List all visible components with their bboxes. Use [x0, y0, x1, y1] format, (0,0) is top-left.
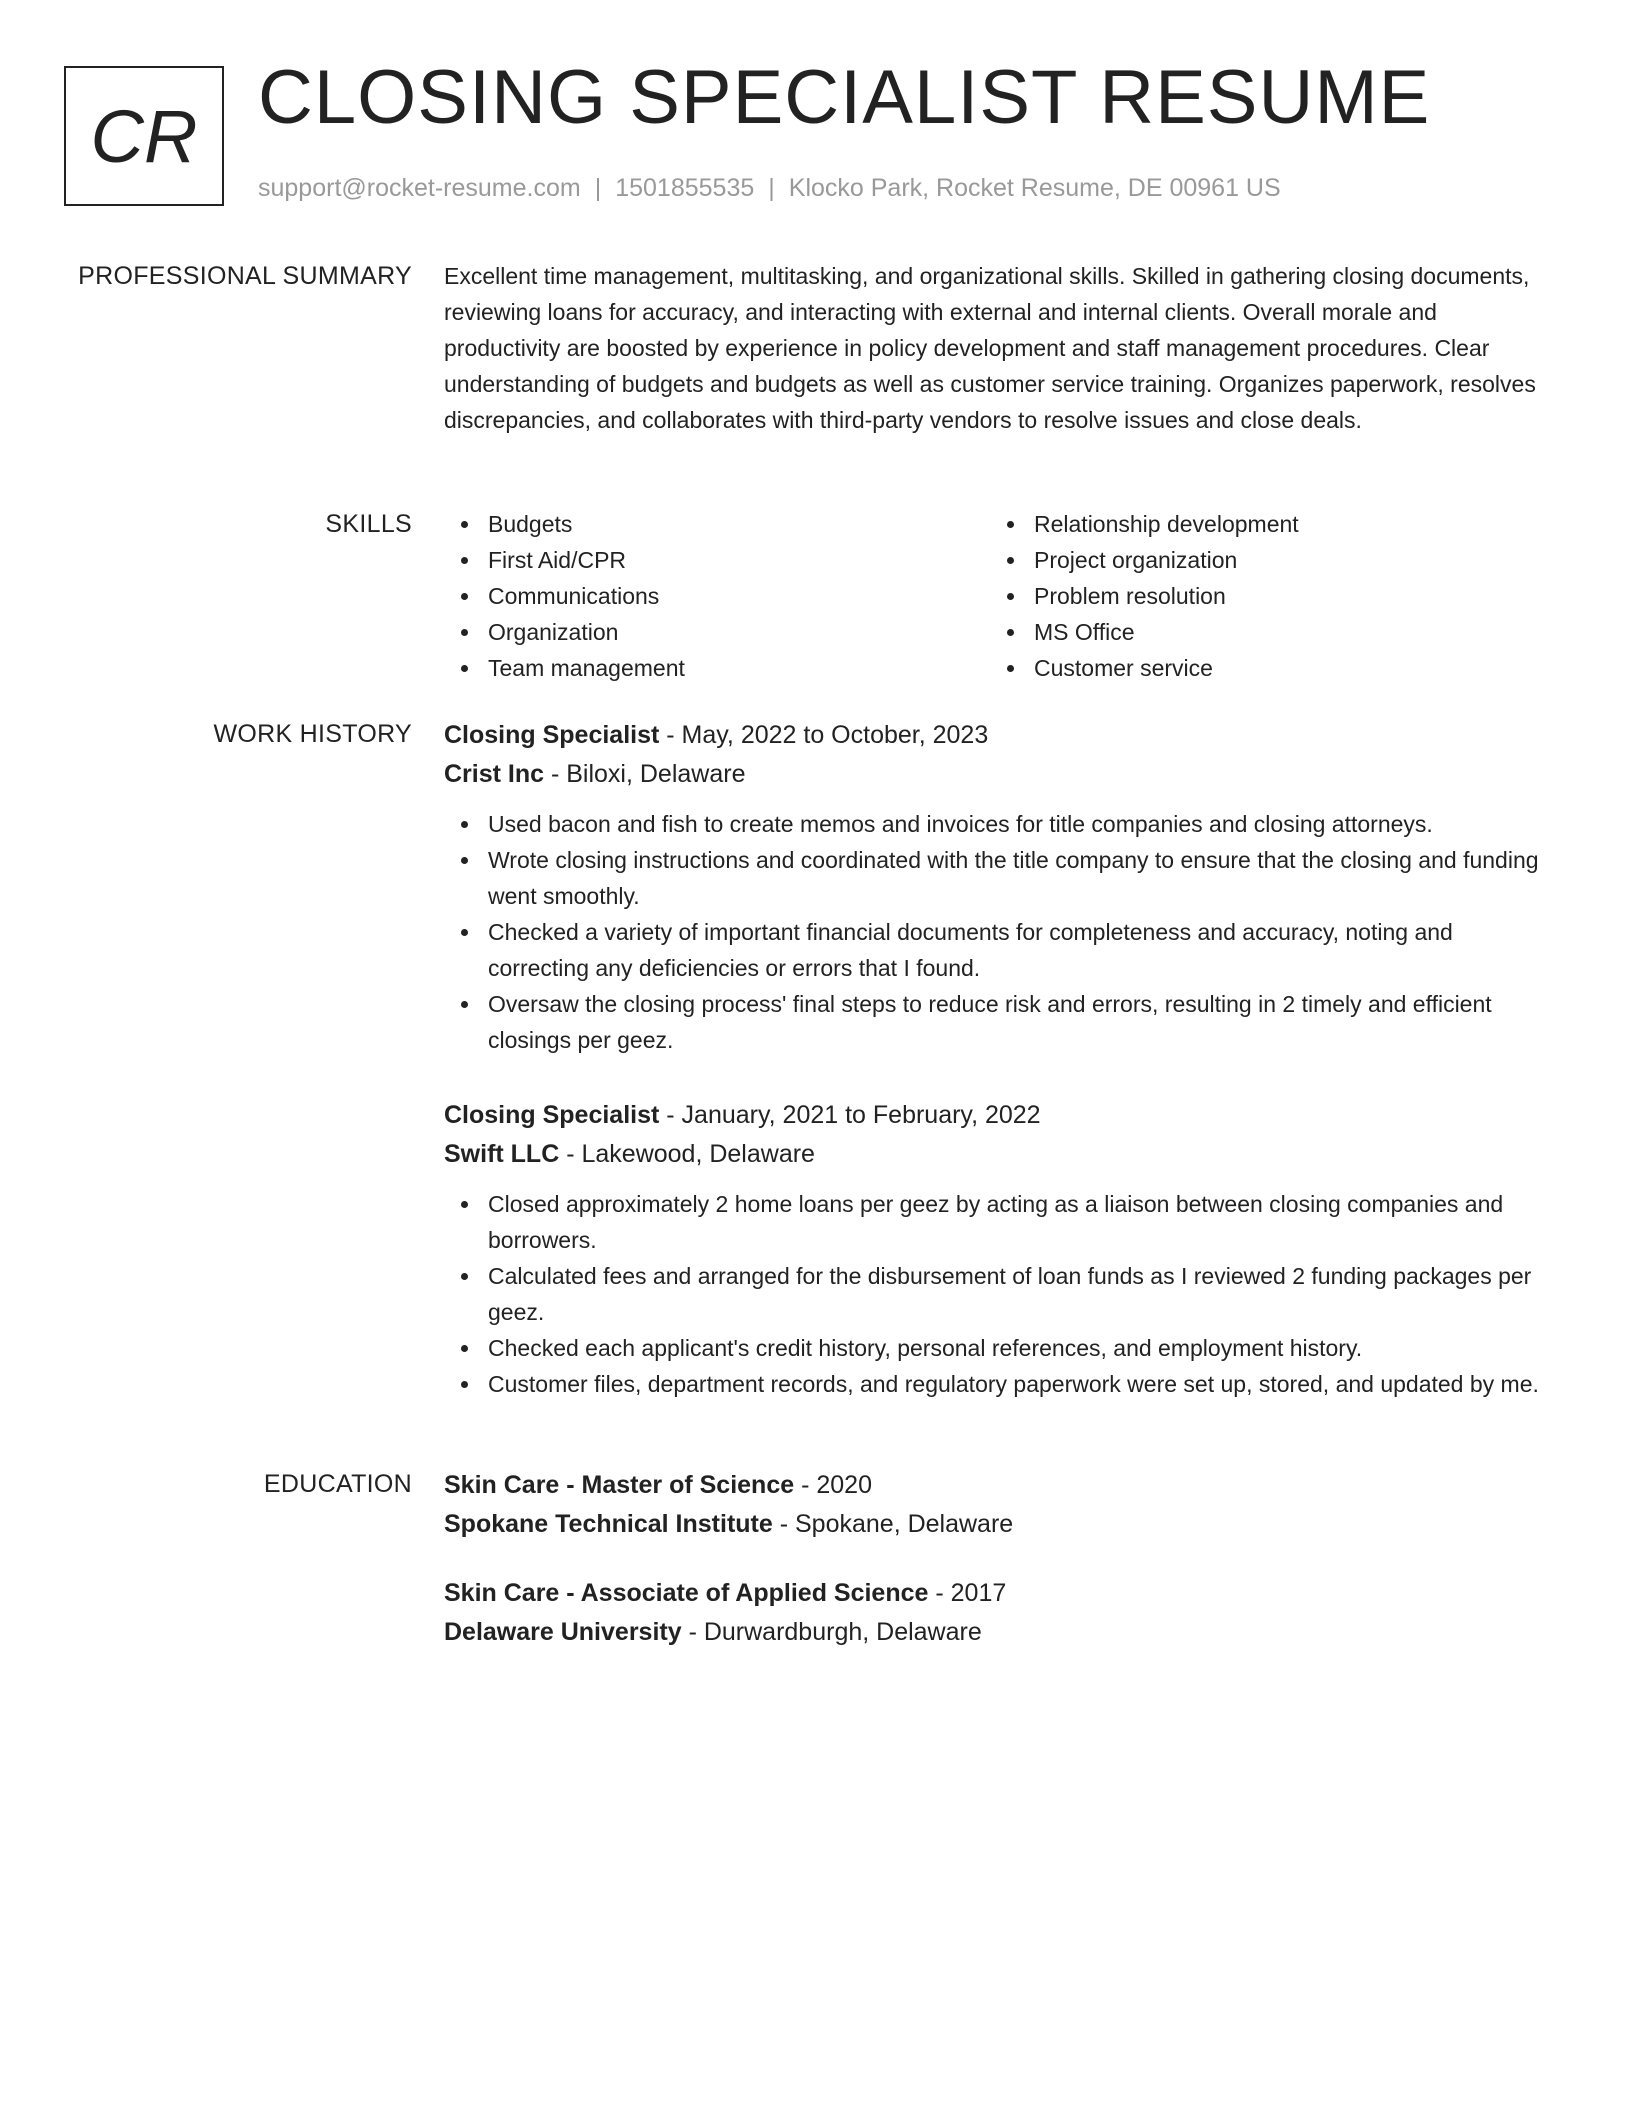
summary-body: [444, 258, 1544, 438]
job-bullet: Closed approximately 2 home loans per geez by acting as a liaison between closing companies and borrowers.: [444, 1186, 1544, 1258]
skill-item: Team management: [444, 650, 990, 686]
skills-heading: SKILLS: [325, 510, 412, 538]
skill-item: Budgets: [444, 506, 990, 542]
job-bullet: Wrote closing instructions and coordinated with the title company to ensure that the closing and funding went smoothly.: [444, 842, 1544, 914]
job-entry: [444, 716, 1544, 1058]
summary-text: Excellent time management, multitasking, and organizational skills. Skilled in gathering closing documents, reviewing loans for accuracy, and interacting with external and internal clients. Overall morale and productivity are boosted by experience in policy development and staff management procedures. Clear understanding of budgets and budgets as well as customer service training. Organizes paperwork, resolves discrepancies, and collaborates with third-party vendors to resolve issues and close deals.: [444, 263, 1536, 433]
education-body: [444, 1466, 1544, 1652]
edu-degree-line: [444, 1574, 1544, 1613]
skill-item: Customer service: [990, 650, 1536, 686]
job-title: Closing Specialist: [444, 721, 660, 749]
skill-item: Relationship development: [990, 506, 1536, 542]
skill-item: First Aid/CPR: [444, 542, 990, 578]
skill-item: Communications: [444, 578, 990, 614]
education-heading: EDUCATION: [263, 1470, 412, 1498]
job-title: Closing Specialist: [444, 1101, 660, 1129]
skill-item: Problem resolution: [990, 578, 1536, 614]
job-title-line: [444, 716, 1544, 755]
contact-line: [258, 174, 1281, 203]
edu-degree: Skin Care - Master of Science: [444, 1471, 795, 1499]
edu-year: - 2020: [794, 1471, 872, 1499]
skills-list-right: [990, 506, 1536, 686]
job-dates: - May, 2022 to October, 2023: [659, 721, 989, 749]
work-heading: WORK HISTORY: [213, 720, 412, 748]
edu-location: - Durwardburgh, Delaware: [681, 1618, 982, 1646]
job-bullet: Calculated fees and arranged for the disbursement of loan funds as I reviewed 2 funding packages per geez.: [444, 1258, 1544, 1330]
edu-degree-line: [444, 1466, 1544, 1505]
skill-item: MS Office: [990, 614, 1536, 650]
skill-item: Organization: [444, 614, 990, 650]
contact-address: Klocko Park, Rocket Resume, DE 00961 US: [788, 174, 1281, 202]
job-bullet: Checked a variety of important financial documents for completeness and accuracy, noting and correcting any deficiencies or errors that I found.: [444, 914, 1544, 986]
job-company-line: [444, 755, 1544, 794]
skills-list-left: [444, 506, 990, 686]
edu-school-line: [444, 1505, 1544, 1544]
job-bullet: Oversaw the closing process' final steps to reduce risk and errors, resulting in 2 timely and efficient closings per geez.: [444, 986, 1544, 1058]
skill-item: Project organization: [990, 542, 1536, 578]
job-company-line: [444, 1135, 1544, 1174]
job-bullet: Customer files, department records, and regulatory paperwork were set up, stored, and updated by me.: [444, 1366, 1544, 1402]
contact-email[interactable]: support@rocket-resume.com: [258, 174, 581, 202]
monogram-logo: CR: [64, 66, 224, 206]
job-bullet: Checked each applicant's credit history, personal references, and employment history.: [444, 1330, 1544, 1366]
job-bullets: [444, 806, 1544, 1058]
edu-school: Delaware University: [444, 1618, 682, 1646]
work-body: [444, 716, 1544, 1402]
edu-year: - 2017: [928, 1579, 1007, 1607]
contact-phone[interactable]: 1501855535: [615, 174, 755, 202]
contact-separator: |: [768, 174, 775, 202]
job-entry: [444, 1096, 1544, 1402]
job-location: - Biloxi, Delaware: [544, 760, 746, 788]
job-bullets: [444, 1186, 1544, 1402]
job-dates: - January, 2021 to February, 2022: [659, 1101, 1041, 1129]
job-company: Swift LLC: [444, 1140, 560, 1168]
edu-school-line: [444, 1613, 1544, 1652]
job-company: Crist Inc: [444, 760, 545, 788]
contact-separator: |: [594, 174, 602, 202]
summary-heading: PROFESSIONAL SUMMARY: [78, 262, 412, 290]
job-bullet: Used bacon and fish to create memos and invoices for title companies and closing attorneys.: [444, 806, 1544, 842]
edu-degree: Skin Care - Associate of Applied Science: [444, 1579, 929, 1607]
edu-location: - Spokane, Delaware: [772, 1510, 1014, 1538]
job-location: - Lakewood, Delaware: [559, 1140, 815, 1168]
edu-school: Spokane Technical Institute: [444, 1510, 773, 1538]
job-title-line: [444, 1096, 1544, 1135]
education-entry: [444, 1574, 1544, 1652]
education-entry: [444, 1466, 1544, 1544]
resume-title: CLOSING SPECIALIST RESUME: [258, 55, 1431, 140]
skills-body: [444, 506, 1544, 686]
